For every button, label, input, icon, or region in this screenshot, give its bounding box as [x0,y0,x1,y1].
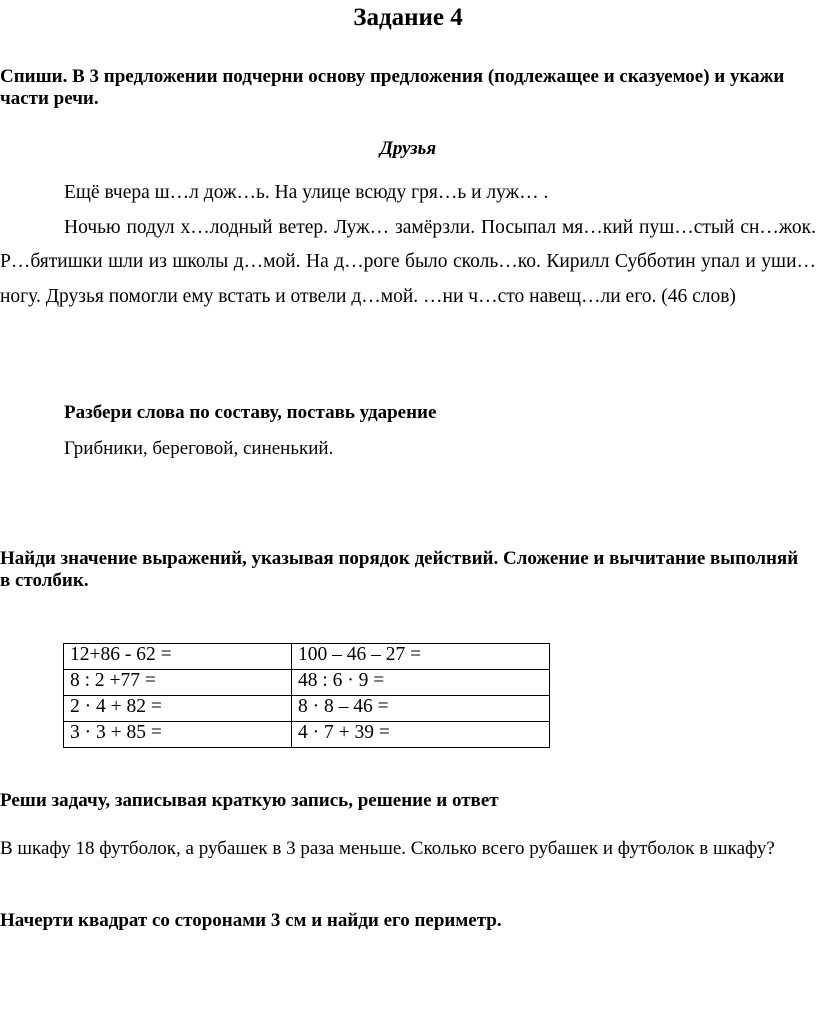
story-paragraph-2: Ночью подул х…лодный ветер. Луж… замёрзли. Посыпал мя…кий пуш…стый сн…жок. Р…бятишки шли из школы д…мой. На д…роге было сколь…ко. Кирилл Субботин упал и уши… ногу. Друзья помогли ему встать и отвели д…мой. …ни ч…сто навещ…ли его. (46 слов) [0,216,816,307]
table-cell: 100 – 46 – 27 = [292,644,550,670]
task1-instruction: Спиши. В 3 предложении подчерни основу предложения (подлежащее и сказуемое) и укажи части речи. [0,66,785,109]
table-cell: 8 : 2 +77 = [64,670,292,696]
expressions-table [63,643,550,748]
table-row [64,696,550,722]
task2-instruction: Разбери слова по составу, поставь ударение [64,402,437,423]
story-title: Друзья [379,138,437,159]
table-row [64,644,550,670]
table-row [64,722,550,748]
task3-instruction: Найди значение выражений, указывая порядок действий. Сложение и вычитание выполняй в столбик. [0,548,799,591]
table-row [64,670,550,696]
task2-words: Грибники, береговой, синенький. [64,438,334,459]
page-title: Задание 4 [353,4,463,31]
task4-problem: В шкафу 18 футболок, а рубашек в 3 раза меньше. Сколько всего рубашек и футболок в шкафу? [0,838,775,859]
table-cell: 4 · 7 + 39 = [292,722,550,748]
table-cell: 2 · 4 + 82 = [64,696,292,722]
table-cell: 48 : 6 · 9 = [292,670,550,696]
task4-instruction: Реши задачу, записывая краткую запись, решение и ответ [0,790,499,811]
table-cell: 12+86 - 62 = [64,644,292,670]
story-text [0,176,816,314]
story-paragraph-1: Ещё вчера ш…л дож…ь. На улице всюду гря…ь и луж… . [64,182,549,203]
table-cell: 3 · 3 + 85 = [64,722,292,748]
task5-instruction: Начерти квадрат со сторонами 3 см и найди его периметр. [0,910,502,931]
table-cell: 8 · 8 – 46 = [292,696,550,722]
